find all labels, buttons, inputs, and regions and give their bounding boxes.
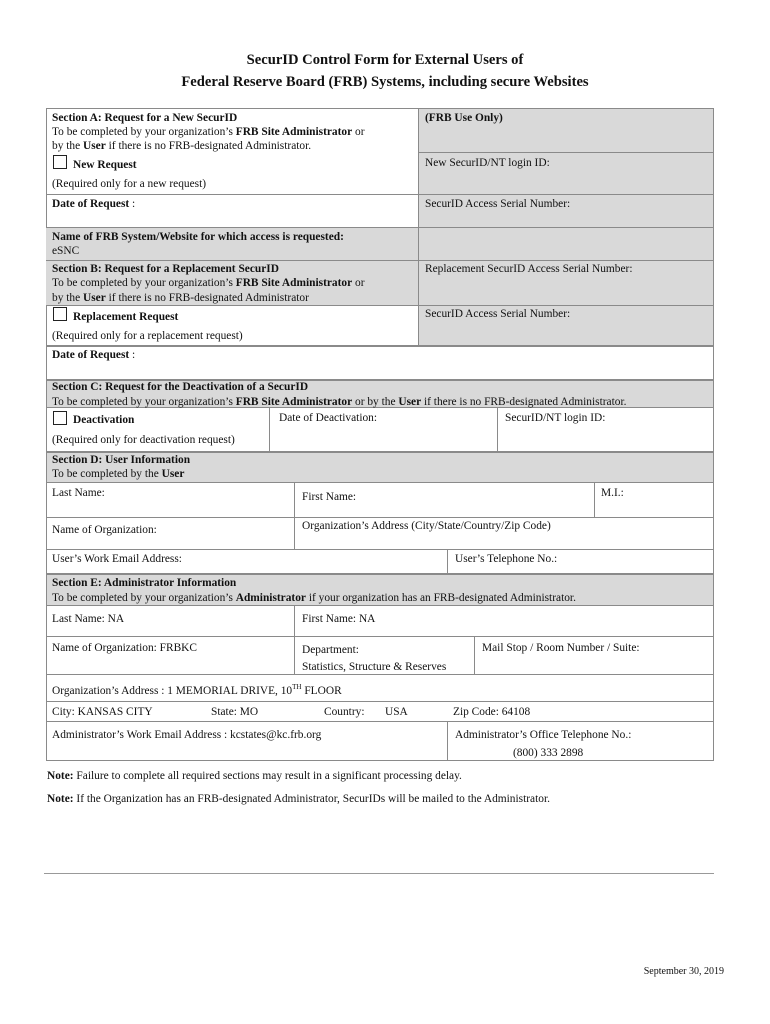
admin-country-label: Country: [324, 706, 365, 718]
note-mailing: Note: If the Organization has an FRB-designated Administrator, SecurIDs will be mailed to the Administrator. [47, 793, 550, 805]
admin-org-address-field[interactable]: Organization’s Address : 1 MEMORIAL DRIVE, 10TH FLOOR [52, 683, 342, 697]
section-c-heading: Section C: Request for the Deactivation of a SecurID [52, 381, 309, 393]
admin-city-field[interactable]: City: KANSAS CITY [52, 706, 153, 718]
section-e-heading: Section E: Administrator Information [52, 577, 237, 589]
section-c-instructions: To be completed by your organization’s FRB Site Administrator or by the User if there is no FRB-designated Administrator. [52, 396, 627, 408]
section-d-instructions: To be completed by the User [52, 468, 185, 480]
user-mi-field[interactable]: M.I.: [601, 487, 624, 499]
section-a-heading: Section A: Request for a New SecurID [52, 112, 238, 124]
user-org-address-field[interactable]: Organization’s Address (City/State/Country/Zip Code) [302, 520, 551, 532]
admin-department-value[interactable]: Statistics, Structure & Reserves [302, 661, 447, 673]
replacement-required-note: (Required only for a replacement request) [52, 330, 243, 342]
user-last-name-field[interactable]: Last Name: [52, 487, 105, 499]
admin-zip-field[interactable]: Zip Code: 64108 [453, 706, 531, 718]
admin-email-field[interactable]: Administrator’s Work Email Address : kcstates@kc.frb.org [52, 729, 322, 741]
user-email-field[interactable]: User’s Work Email Address: [52, 553, 182, 565]
serial-number-field-2[interactable]: SecurID Access Serial Number: [425, 308, 571, 320]
admin-phone-value[interactable]: (800) 333 2898 [513, 747, 584, 759]
deactivation-checkbox[interactable] [53, 411, 67, 425]
section-b-instructions-line2: by the User if there is no FRB-designated Administrator [52, 292, 309, 304]
new-request-required-note: (Required only for a new request) [52, 178, 207, 190]
deactivation-login-id-field[interactable]: SecurID/NT login ID: [505, 412, 606, 424]
admin-first-name-field[interactable]: First Name: NA [302, 613, 376, 625]
form-title-line1: SecurID Control Form for External Users of [246, 52, 524, 68]
deactivation-date-field[interactable]: Date of Deactivation: [279, 412, 378, 424]
admin-mail-stop-field[interactable]: Mail Stop / Room Number / Suite: [482, 642, 640, 654]
new-login-id-field[interactable]: New SecurID/NT login ID: [425, 157, 550, 169]
section-a-date-of-request[interactable]: Date of Request : [52, 198, 136, 210]
frb-use-only-heading: (FRB Use Only) [425, 112, 503, 124]
section-d-heading: Section D: User Information [52, 454, 191, 466]
note-processing-delay: Note: Failure to complete all required sections may result in a significant processing delay. [47, 770, 462, 782]
user-first-name-field[interactable]: First Name: [302, 491, 357, 503]
replacement-serial-field[interactable]: Replacement SecurID Access Serial Number: [425, 263, 633, 275]
admin-last-name-field[interactable]: Last Name: NA [52, 613, 125, 625]
new-request-checkbox[interactable] [53, 155, 67, 169]
section-a-instructions-line2: by the User if there is no FRB-designated Administrator. [52, 140, 312, 152]
admin-department-label: Department: [302, 644, 359, 656]
admin-org-name-field[interactable]: Name of Organization: FRBKC [52, 642, 198, 654]
footer-date: September 30, 2019 [643, 966, 724, 977]
section-b-heading: Section B: Request for a Replacement SecurID [52, 263, 279, 275]
footer-divider [44, 873, 714, 874]
replacement-request-checkbox[interactable] [53, 307, 67, 321]
deactivation-label: Deactivation [73, 414, 135, 426]
replacement-request-label: Replacement Request [73, 311, 179, 323]
user-org-name-field[interactable]: Name of Organization: [52, 524, 157, 536]
section-e-instructions: To be completed by your organization’s Administrator if your organization has an FRB-designated Administrator. [52, 592, 576, 604]
section-b-instructions-line1: To be completed by your organization’s FRB Site Administrator or [52, 277, 365, 289]
system-name-value[interactable]: eSNC [52, 245, 80, 257]
section-b-date-of-request[interactable]: Date of Request : [52, 349, 136, 361]
admin-country-value[interactable]: USA [385, 706, 408, 718]
system-name-label: Name of FRB System/Website for which access is requested: [52, 231, 344, 243]
serial-number-field[interactable]: SecurID Access Serial Number: [425, 198, 571, 210]
new-request-label: New Request [73, 159, 137, 171]
admin-state-field[interactable]: State: MO [211, 706, 259, 718]
section-b-date-row [46, 346, 714, 380]
deactivation-required-note: (Required only for deactivation request) [52, 434, 235, 446]
admin-phone-label: Administrator’s Office Telephone No.: [455, 729, 632, 741]
form-title-line2: Federal Reserve Board (FRB) Systems, including secure Websites [181, 74, 589, 90]
user-phone-field[interactable]: User’s Telephone No.: [455, 553, 558, 565]
section-a-instructions-line1: To be completed by your organization’s FRB Site Administrator or [52, 126, 365, 138]
